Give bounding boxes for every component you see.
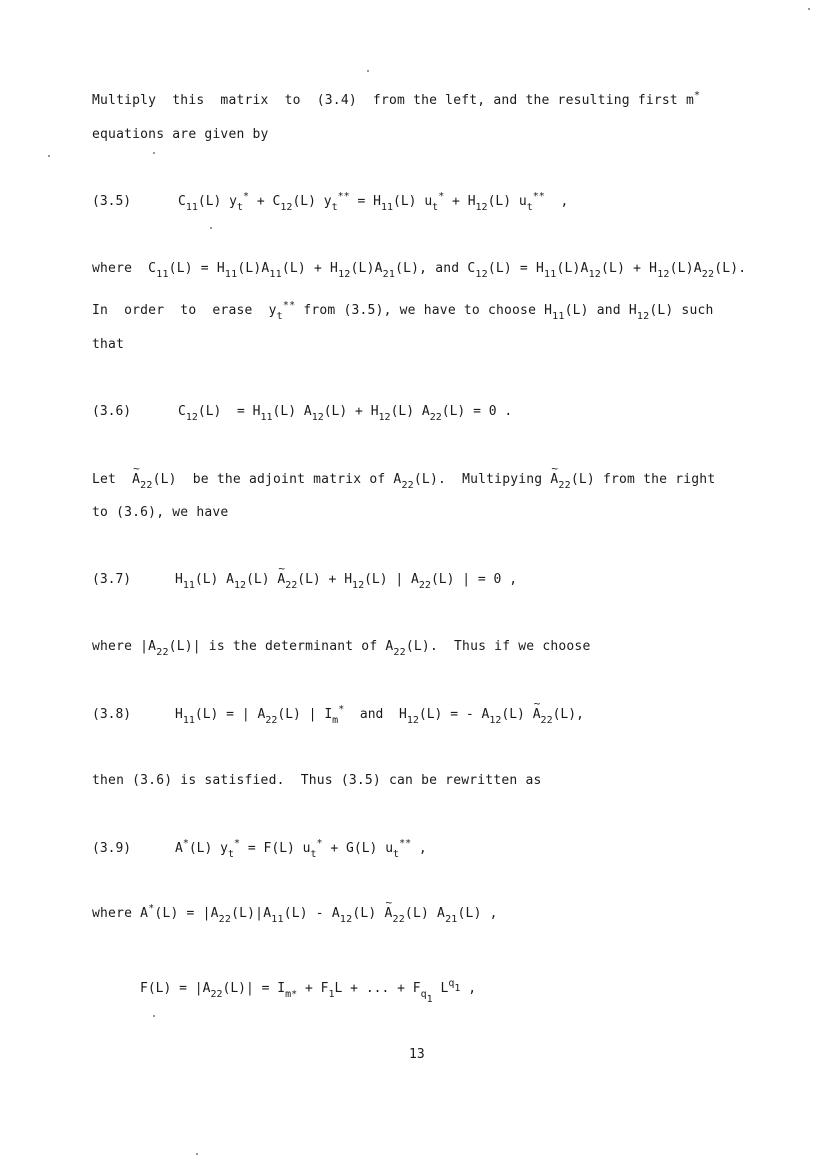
scan-speck <box>48 155 50 157</box>
paragraph-line: In order to erase $y_t^{**}$ from (3.5), we have to choose $H_{11}(L)$ and $H_{12}(L)$ such <box>92 300 714 322</box>
paragraph-line: then (3.6) is satisfied. Thus (3.5) can be rewritten as <box>92 773 542 788</box>
page-number: 13 <box>409 1047 425 1062</box>
paragraph-line: where $C_{11}(L) = H_{11}(L)A_{11}(L) + H_{12}(L)A_{21}(L)$, and $C_{12}(L) = H_{11}(L)A_{12}(L) + H_{12}(L)A_{22}(L)$. <box>92 261 747 280</box>
equation-number: (3.5) <box>92 194 132 209</box>
scan-speck <box>210 227 212 229</box>
equation-number: (3.8) <box>92 707 132 722</box>
equation-3-5: $C_{11}(L) y_t^* + C_{12}(L) y_t^{**} = H_{11}(L) u_t^* + H_{12}(L)$ $u_t^{**}$ , <box>178 191 569 213</box>
scan-speck <box>196 1153 198 1155</box>
equation-F: $F(L) = |A_{22}(L)| = I_{m*} + F_1L$ + ... + $F_{q_1}$ $L^{q_1}$ , <box>140 978 477 1005</box>
scan-speck <box>367 70 369 72</box>
equation-3-7: $H_{11}(L)$ $A_{12}(L)$ ~ $A_{22}(L) + H_{12}(L)$ | $A_{22}(L)$ | = 0 , <box>175 571 517 589</box>
paragraph-line: equations are given by <box>92 127 269 142</box>
paragraph-line: that <box>92 337 125 352</box>
paragraph-line: Multiply this matrix to (3.4) from the left, and the resulting first m* <box>92 90 701 108</box>
equation-3-8: $H_{11}(L)$ = | $A_{22}(L)$ | $I_m^*$ and $H_{12}(L)$ = - $A_{12}(L)$ ~ $A_{22}(L)$, <box>175 706 584 724</box>
scan-speck <box>153 1015 155 1017</box>
scan-speck <box>808 8 810 10</box>
equation-3-6: $C_{12}(L) = H_{11}(L) A_{12}(L) + H_{12}(L) A_{22}(L) = 0$ . <box>178 404 513 423</box>
paragraph-line: Let ~ $A_{22}(L)$ be the adjoint matrix of $A_{22}(L)$. Multipying ~ $A_{22}(L)$ from the right <box>92 471 715 489</box>
equation-3-9: A*(L) $y_t^* = F(L) u_t^* + G(L)$ $u_t^{**}$ , <box>175 838 427 860</box>
paragraph-line: where $A^*(L) = |A_{22}(L)|A_{11}(L) - A_{12}(L)$ ~ $A_{22}(L)$ $A_{21}(L)$ , <box>92 905 498 923</box>
paragraph-line: where $|A_{22}(L)|$ is the determinant of $A_{22}(L)$. Thus if we choose <box>92 639 591 658</box>
equation-number: (3.7) <box>92 572 132 587</box>
paragraph-line: to (3.6), we have <box>92 505 229 520</box>
equation-number: (3.9) <box>92 841 132 856</box>
scan-speck <box>153 152 155 154</box>
equation-number: (3.6) <box>92 404 132 419</box>
